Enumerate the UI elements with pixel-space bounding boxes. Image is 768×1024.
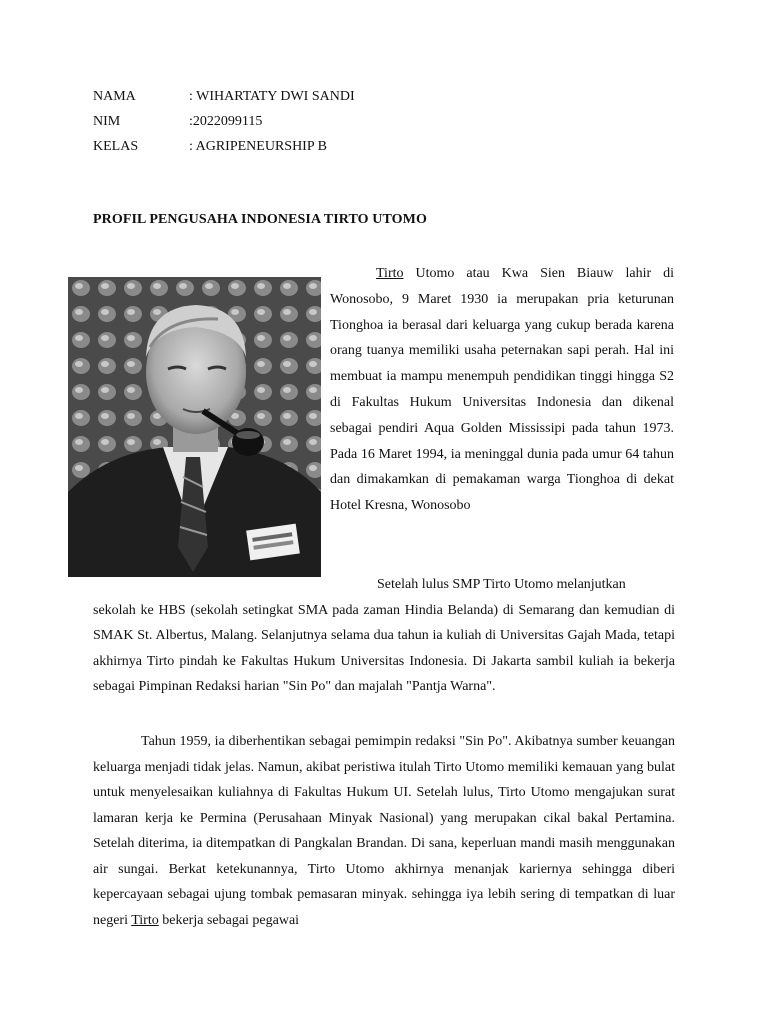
paragraph-education <box>93 572 675 700</box>
name-value: : WIHARTATY DWI SANDI <box>189 89 355 104</box>
nim-value: :2022099115 <box>189 114 263 129</box>
class-label: KELAS <box>93 139 139 154</box>
paragraph-career <box>93 729 675 933</box>
nim-label: NIM <box>93 114 121 129</box>
paragraph-education-rest: sekolah ke HBS (sekolah setingkat SMA pada zaman Hindia Belanda) di Semarang dan kemudian di SMAK St. Albertus, Malang. Selanjutnya selama dua tahun ia kuliah di Universitas Gajah Mada, tetapi akhirnya Tirto pindah ke Fakultas Hukum Universitas Indonesia. Di Jakarta sambil kuliah ia bekerja sebagai Pimpinan Redaksi harian "Sin Po" dan majalah "Pantja Warna". <box>93 602 675 694</box>
document-title: PROFIL PENGUSAHA INDONESIA TIRTO UTOMO <box>93 212 427 227</box>
underlined-word-tirto: Tirto <box>376 266 404 281</box>
paragraph-education-lead: Setelah lulus SMP Tirto Utomo melanjutkan <box>377 577 626 592</box>
paragraph-career-text: Tahun 1959, ia diberhentikan sebagai pemimpin redaksi "Sin Po". Akibatnya sumber keuangan keluarga menjadi tidak jelas. Namun, akibat peristiwa itulah Tirto Utomo memiliki kemauan yang bulat untuk menyelesaikan kuliahnya di Fakultas Hukum UI. Setelah lulus, Tirto Utomo mengajukan surat lamaran kerja ke Permina (Perusahaan Minyak Nasional) yang merupakan cikal bakal Pertamina. Setelah diterima, ia ditempatkan di Pangkalan Brandan. Di sana, keperluan mandi masih menggunakan air sungai. Berkat ketekunannya, Tirto Utomo akhirnya menanjak kariernya sehingga diberi kepercayaan sebagai ujung tombak pemasaran minyak. sehingga iya lebih sering di tempatkan di luar negeri <box>93 734 675 928</box>
paragraph-intro <box>330 261 674 519</box>
portrait-photo <box>68 277 321 577</box>
name-label: NAMA <box>93 89 136 104</box>
paragraph-career-tail: bekerja sebagai pegawai <box>158 912 300 928</box>
class-value: : AGRIPENEURSHIP B <box>189 139 327 154</box>
underlined-word-tirto-2: Tirto <box>131 912 159 928</box>
paragraph-intro-text: Utomo atau Kwa Sien Biauw lahir di Wonosobo, 9 Maret 1930 ia merupakan pria keturunan Tionghoa ia berasal dari keluarga yang cukup berada karena orang tuanya memiliki usaha peternakan sapi perah. Hal ini membuat ia mampu menempuh pendidikan tinggi hingga S2 di Fakultas Hukum Universitas Indonesia dan dikenal sebagai pendiri Aqua Golden Mississipi pada tahun 1973. Pada 16 Maret 1994, ia meninggal dunia pada umur 64 tahun dan dimakamkan di pemakaman warga Tionghoa di dekat Hotel Kresna, Wonosobo <box>330 266 674 514</box>
